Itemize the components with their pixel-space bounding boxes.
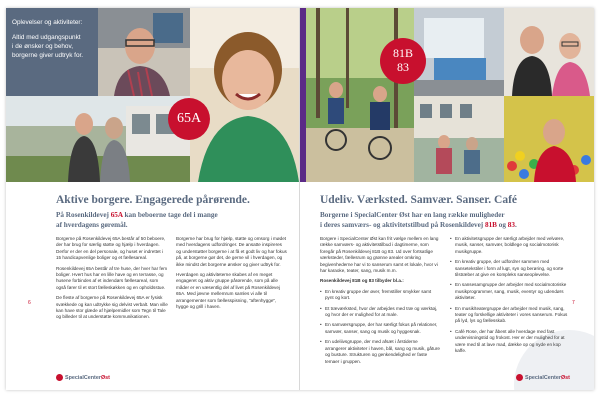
body-paragraph: Rosenkildevej 65A består af tre huse, der hver har fem boliger. Hvert hus har en lille have og en terrasse, og husene forbindes af et indendørs fællesareal, som også fører til et stort fælleskøkken og en opholdsstue. <box>56 265 168 290</box>
photo-workshop <box>414 8 504 96</box>
left-subhead <box>56 211 286 230</box>
body-paragraph: De fleste af borgerne på Rosenkildevej 65A er fysisk svækkede og kan udtrykke sig delvist verbalt. Man ville kan have stor glæde af hjælpemidler som Tegn til Tale og billeder til at understøtte kommunikationen. <box>56 295 168 320</box>
logo-left: SpecialCenterØst <box>56 374 110 381</box>
list-item: • Et træværksted, hvor der arbejdes med træ og værktøj, og hvor der er mulighed for at male. <box>320 306 440 319</box>
list-item: • Café Rose, der har åbent alle hverdage med fast undervisningstid og frokost. Her er der mulighed for at være med til at lave mad, dække op og nyde en kop kaffe. <box>450 329 570 355</box>
list-title: Rosenkildevej 81B og 83 tilbyder bl.a.: <box>320 278 404 284</box>
list-item: • En kreativ gruppe der øver, fremstiller smykker samt pynt og kort. <box>320 289 440 302</box>
left-column-2 <box>176 236 288 314</box>
activity-list <box>320 289 440 365</box>
left-headline: Aktive borgere. Engagerede pårørende. <box>56 194 250 206</box>
caption-text-line: i de ønsker og behov, <box>12 43 73 50</box>
photo-people-outside-building <box>414 96 504 182</box>
address-badge-81b-83 <box>380 38 426 84</box>
subhead-line: i deres samværs- og aktivitetstilbud på Rosenkildevej 81B og 83. <box>320 220 517 229</box>
list-item: • En aktivitetsgruppe der særligt arbejder med velvære, musik, sanser, samvær, boldlege og socialmotorisk musikgruppe. <box>450 236 570 255</box>
logo-right: SpecialCenterØst <box>516 374 570 381</box>
page-number-right: 7 <box>572 300 575 306</box>
list-item: • En kreativ gruppe, der udfordrer sammen med sansetekstiler i form af lugt, syn og berøring, og sorte tilstræber at give en kompleks sanseoplevelse. <box>450 259 570 278</box>
subhead-line: af hverdagens gøremål. <box>56 220 128 229</box>
body-paragraph: Borgerne har brug for hjælp, støtte og omsorg i mødet med hverdagens udfordringer. De ansatte inspireres og understøtter borgerne i at få et godt liv og har fokus på, at borgerne gør det, de gerne vil i hverdagen, og ikke mindst det borgerne ønsker og giver udtryk for. <box>176 236 287 267</box>
caption-text-line: Altid med udgangspunkt <box>12 34 81 41</box>
page-gutter <box>299 8 300 390</box>
logo-icon <box>516 374 523 381</box>
list-item: • En sansesamgruppe der arbejder med socialmotoriske musikprogrammer, sang, musik, eventyr og udendørs aktiviteter. <box>450 282 570 301</box>
photo-smiling-woman <box>190 8 299 182</box>
caption-text-line: borgerne giver udtryk for. <box>12 52 84 59</box>
body-paragraph: Borgerne på Rosenkildevej 65A består af 50 beboere, der har brug for særlig støtte og hjælp i hverdagen. Derfor er der en del personale, og huset er indrettet i 15 handicapvenlige boliger og et fællesareal. <box>56 236 166 261</box>
list-item: • En musik/teatergruppe der arbejder med musik, sang, teater og forskellige aktiviteter i vores sanserum. Fokus på lyd, lys og fællesskab. <box>450 306 570 325</box>
logo-icon <box>56 374 63 381</box>
left-column-1 <box>56 236 168 325</box>
photo-two-women <box>504 8 594 96</box>
photo-couple-outdoors <box>6 96 190 182</box>
left-photo-collage <box>6 8 299 182</box>
address-badge-65a: 65A <box>168 98 210 140</box>
body-paragraph: Borgere i SpecialCenter Øst kan frit vælge mellem en lang række samværs- og aktivitetstilbud i dagtimerne, som foregår på Rosenkildevej 81B og 83. Ud over fortsatlige værksteder, fællesrum og grønne arealer omkring begivenhederne har vi to sanserum samt et lokale, hvor vi har karaoke, teater, sang, musik m.m. <box>320 236 439 274</box>
subhead-line: På Rosenkildevej 65A kan beboerne tage del i mange <box>56 211 218 219</box>
list-item: • En samværsgruppe, der har særligt fokus på relationer, samvær, sanser, sang og musik og hyggesnak. <box>320 322 440 335</box>
badge-line: 83 <box>397 60 409 74</box>
caption-box <box>6 8 98 96</box>
right-column-1 <box>320 236 440 369</box>
body-paragraph: Hverdagen og aktiviteterne skabes af en meget engageret og aktiv gruppe pårørende, som på alle måder er en væsentlig del af livet på Rosenkildevej 65A. Med jævne mellemrum samles vi alle til arrangementer som fællesspisning, "aftenhygge", hygge og grill i haven. <box>176 272 280 310</box>
photo-park-wheelchairs <box>306 8 414 182</box>
photo-man-with-glasses <box>98 8 190 96</box>
caption-title: Oplevelser og aktiviteter: <box>12 19 83 26</box>
right-photo-collage <box>300 8 594 182</box>
badge-line: 81B <box>392 46 413 60</box>
photo-ball-pit <box>504 96 594 182</box>
activity-list <box>450 236 570 355</box>
right-headline: Udeliv. Værksted. Samvær. Sanser. Café <box>320 194 518 206</box>
right-subhead <box>320 211 590 230</box>
subhead-line: Borgerne i SpecialCenter Øst har en lang række muligheder <box>320 211 505 219</box>
page-number-left: 6 <box>28 300 31 306</box>
right-column-2 <box>450 236 570 359</box>
brochure-spread <box>6 8 594 390</box>
list-item: • En udeliivsgruppe, der med afsæt i årstiderne arrangerer aktiviteter i haven, bål, sang og musik, gåture og busture. Strukturen og genkendelighed er faste temaer i gruppen. <box>320 339 440 365</box>
